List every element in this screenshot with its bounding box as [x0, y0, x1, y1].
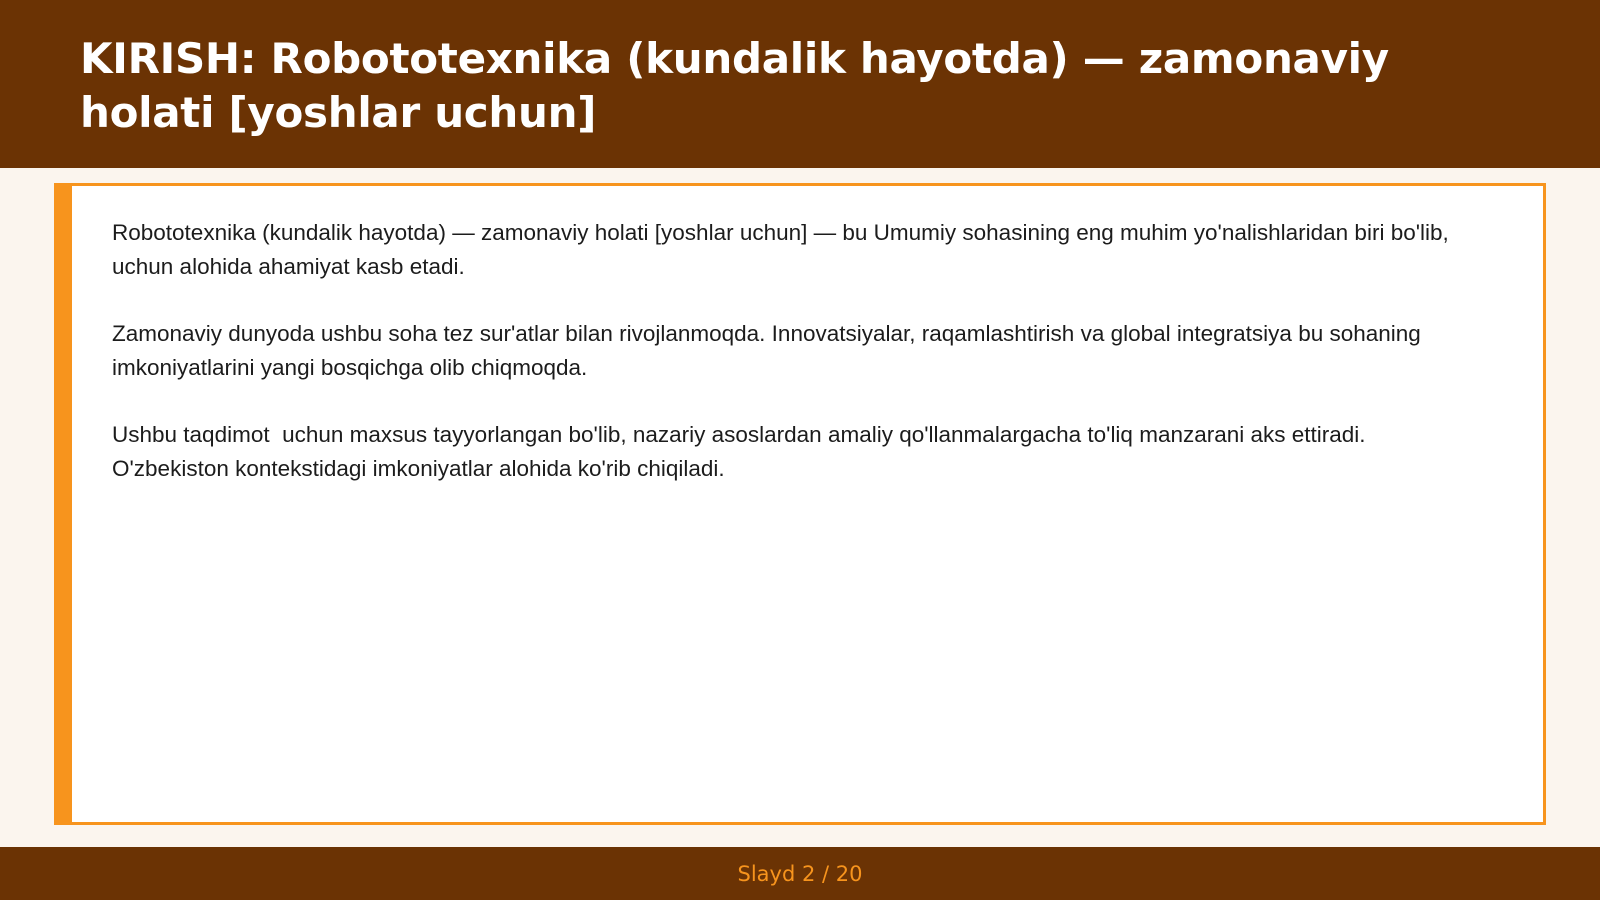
paragraph-intro: Robototexnika (kundalik hayotda) — zamonaviy holati [yoshlar uchun] — bu Umumiy sohasining eng muhim yo'nalishlaridan biri bo'lib, uchun alohida ahamiyat kasb etadi. [112, 220, 1462, 279]
slide-footer [0, 847, 1600, 900]
paragraph-modern-world: Zamonaviy dunyoda ushbu soha tez sur'atlar bilan rivojlanmoqda. Innovatsiyalar, raqamlashtirish va global integratsiya bu sohaning imkoniyatlarini yangi bosqichga olib chiqmoqda. [112, 321, 1428, 380]
content-panel [54, 183, 1546, 825]
slide-header [0, 0, 1600, 168]
slide-counter: Slayd 2 / 20 [737, 861, 863, 886]
paragraph-presentation: Ushbu taqdimot uchun maxsus tayyorlangan bo'lib, nazariy asoslardan amaliy qo'llanmalargacha to'liq manzarani aks ettiradi. O'zbekiston kontekstidagi imkoniyatlar alohida ko'rib chiqiladi. [112, 422, 1372, 481]
slide-title: KIRISH: Robototexnika (kundalik hayotda) — zamonaviy holati [yoshlar uchun] [80, 34, 1389, 137]
